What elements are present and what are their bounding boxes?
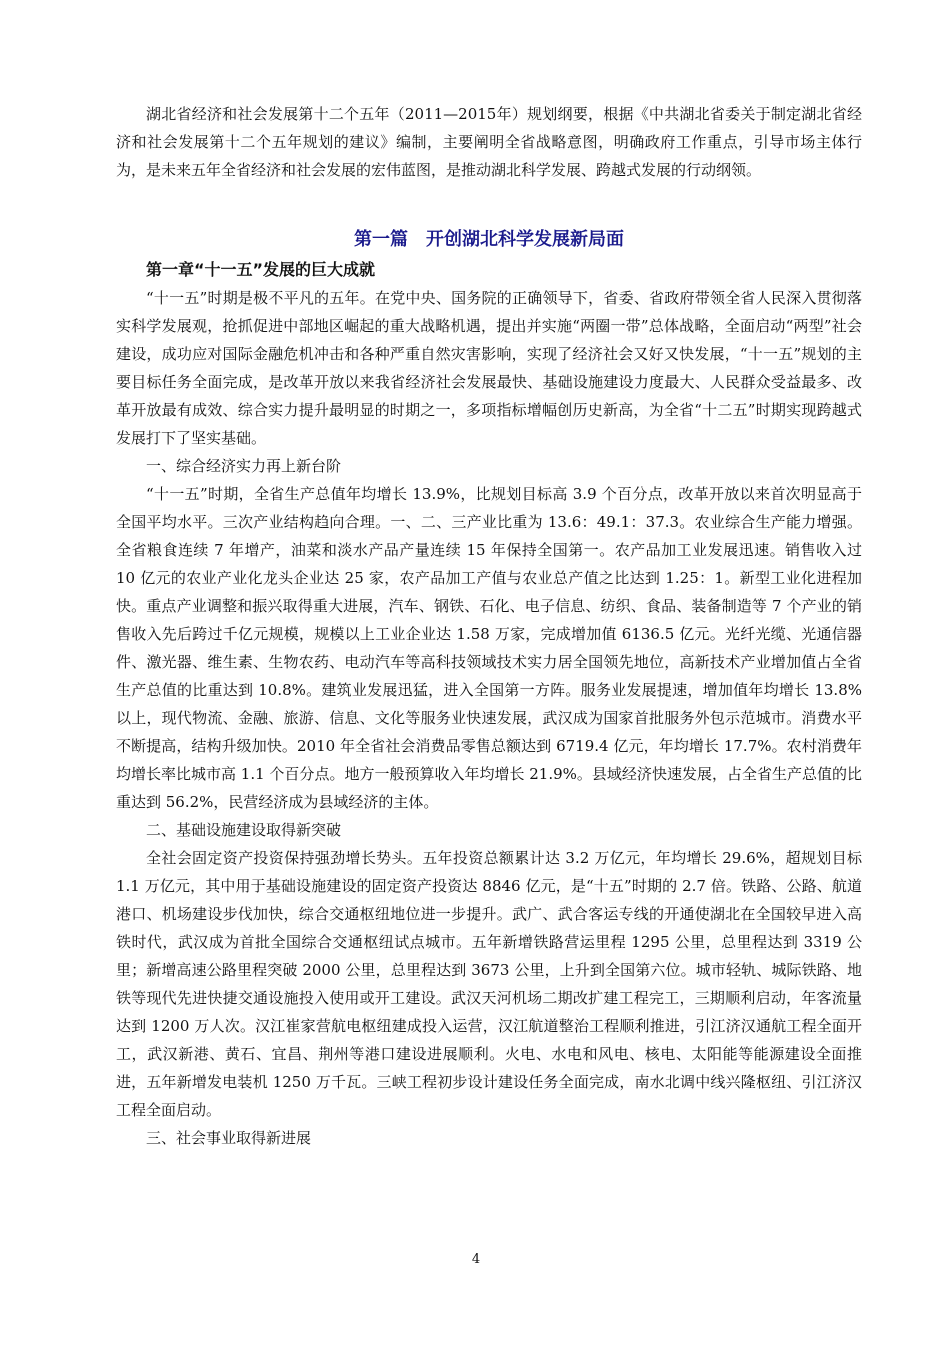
chapter-title: 第一章“十一五”发展的巨大成就: [146, 260, 376, 279]
part-title: 第一篇 开创湖北科学发展新局面: [354, 229, 624, 250]
section-2-title: 二、基础设施建设取得新突破: [146, 821, 342, 839]
section-2-paragraph: 全社会固定资产投资保持强劲增长势头。五年投资总额累计达 3.2 万亿元，年均增长 29.6%，超规划目标 1.1 万亿元，其中用于基础设施建设的固定资产投资达 8846 亿元，是“十五”时期的 2.7 倍。铁路、公路、航道港口、机场建设步伐加快，综合交通枢纽地位进一步提升。武广、武合客运专线的开通使湖北在全国较早进入高铁时代，武汉成为首批全国综合交通枢纽试点城市。五年新增铁路营运里程 1295 公里，总里程达到 3319 公里；新增高速公路里程突破 2000 公里，总里程达到 3673 公里，上升到全国第六位。城市轻轨、城际铁路、地铁等现代先进快捷交通设施投入使用或开工建设。武汉天河机场二期改扩建工程完工，三期顺利启动，年客流量达到 1200 万人次。汉江崔家营航电枢纽建成投入运营，汉江航道整治工程顺利推进，引江济汉通航工程全面开工，武汉新港、黄石、宜昌、荆州等港口建设进展顺利。火电、水电和风电、核电、太阳能等能源建设全面推进，五年新增发电装机 1250 万千瓦。三峡工程初步设计建设任务全面完成，南水北调中线兴隆枢纽、引江济汉工程全面启动。: [116, 849, 862, 1119]
intro-paragraph: 湖北省经济和社会发展第十二个五年（2011—2015年）规划纲要，根据《中共湖北省委关于制定湖北省经济和社会发展第十二个五年规划的建议》编制，主要阐明全省战略意图，明确政府工作重点，引导市场主体行为，是未来五年全省经济和社会发展的宏伟蓝图，是推动湖北科学发展、跨越式发展的行动纲领。: [116, 105, 862, 179]
section-1-title: 一、综合经济实力再上新台阶: [146, 457, 342, 475]
section-1-paragraph: “十一五”时期，全省生产总值年均增长 13.9%，比规划目标高 3.9 个百分点，改革开放以来首次明显高于全国平均水平。三次产业结构趋向合理。一、二、三产业比重为 13.6：49.1：37.3。农业综合生产能力增强。全省粮食连续 7 年增产，油菜和淡水产品产量连续 15 年保持全国第一。农产品加工业发展迅速。销售收入过 10 亿元的农业产业化龙头企业达 25 家，农产品加工产值与农业总产值之比达到 1.25：1。新型工业化进程加快。重点产业调整和振兴取得重大进展，汽车、钢铁、石化、电子信息、纺织、食品、装备制造等 7 个产业的销售收入先后跨过千亿元规模，规模以上工业企业达 1.58 万家，完成增加值 6136.5 亿元。光纤光缆、光通信器件、激光器、维生素、生物农药、电动汽车等高科技领域技术实力居全国领先地位，高新技术产业增加值占全省生产总值的比重达到 10.8%。建筑业发展迅猛，进入全国第一方阵。服务业发展提速，增加值年均增长 13.8%以上，现代物流、金融、旅游、信息、文化等服务业快速发展，武汉成为国家首批服务外包示范城市。消费水平不断提高，结构升级加快。2010 年全省社会消费品零售总额达到 6719.4 亿元，年均增长 17.7%。农村消费年均增长率比城市高 1.1 个百分点。地方一般预算收入年均增长 21.9%。县域经济快速发展，占全省生产总值的比重达到 56.2%，民营经济成为县域经济的主体。: [116, 485, 862, 811]
page-number: 4: [471, 1252, 481, 1267]
chapter-body: [116, 284, 862, 1152]
chapter-intro-paragraph: “十一五”时期是极不平凡的五年。在党中央、国务院的正确领导下，省委、省政府带领全省人民深入贯彻落实科学发展观，抢抓促进中部地区崛起的重大战略机遇，提出并实施“两圈一带”总体战略，全面启动“两型”社会建设，成功应对国际金融危机冲击和各种严重自然灾害影响，实现了经济社会又好又快发展，“十一五”规划的主要目标任务全面完成，是改革开放以来我省经济社会发展最快、基础设施建设力度最大、人民群众受益最多、改革开放最有成效、综合实力提升最明显的时期之一，多项指标增幅创历史新高，为全省“十二五”时期实现跨越式发展打下了坚实基础。: [116, 289, 862, 447]
section-3-title: 三、社会事业取得新进展: [146, 1129, 312, 1147]
intro-block: [116, 100, 862, 184]
